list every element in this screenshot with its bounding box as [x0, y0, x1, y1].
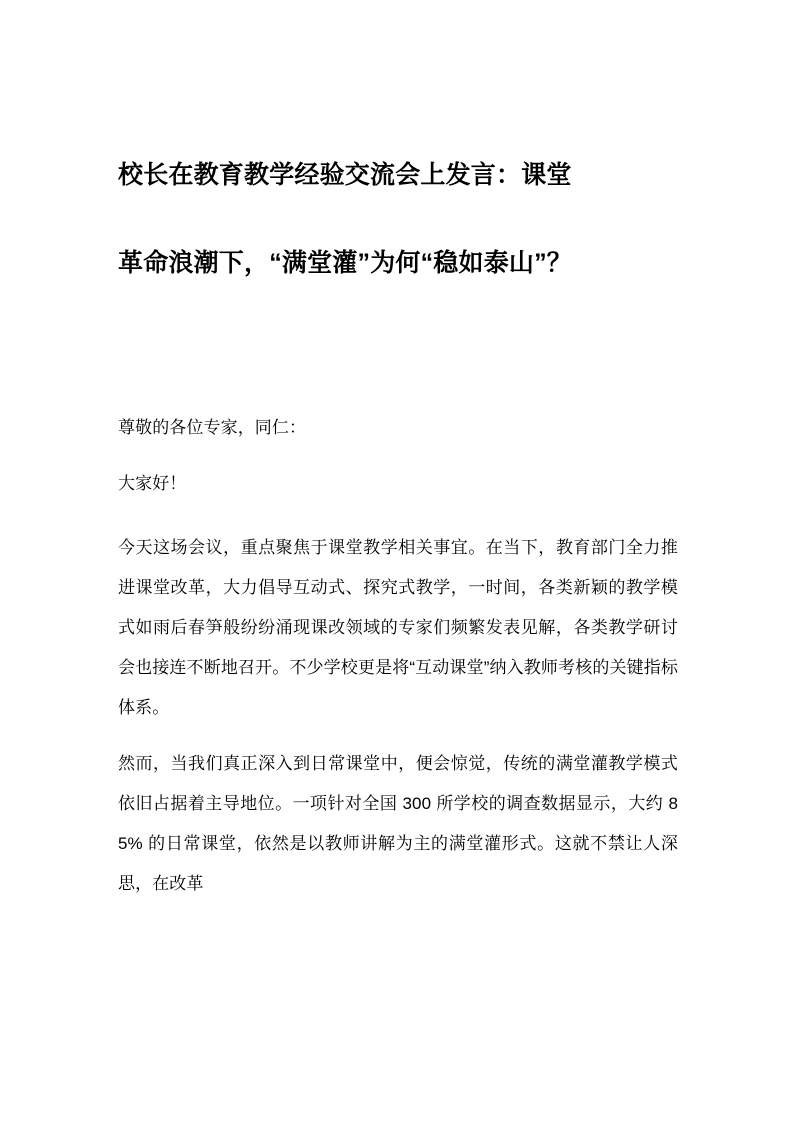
salutation-line: 尊敬的各位专家，同仁： [118, 418, 307, 437]
page-title-line-1: 校长在教育教学经验交流会上发言：课堂 [118, 161, 572, 189]
document-body [118, 408, 678, 904]
page-title [118, 0, 678, 307]
greeting-line: 大家好！ [118, 474, 187, 493]
body-paragraph-1: 今天这场会议，重点聚焦于课堂教学相关事宜。在当下，教育部门全力推进课堂改革，大力倡导互动式、探究式教学，一时间，各类新颖的教学模式如雨后春笋般纷纷涌现课改领域的专家们频繁发表见解，各类教学研讨会也接连不断地召开。不少学校更是将“互动课堂”纳入教师考核的关键指标体系。 [118, 538, 678, 717]
body-paragraph-2: 然而，当我们真正深入到日常课堂中，便会惊觉，传统的满堂灌教学模式依旧占据着主导地位。一项针对全国 300 所学校的调查数据显示，大约 85% 的日常课堂，依然是以教师讲解为主的满堂灌形式。这就不禁让人深思，在改革 [118, 754, 678, 893]
page-content [118, 0, 678, 904]
page-title-line-2: 革命浪潮下，“满堂灌”为何“稳如泰山”？ [118, 249, 573, 277]
